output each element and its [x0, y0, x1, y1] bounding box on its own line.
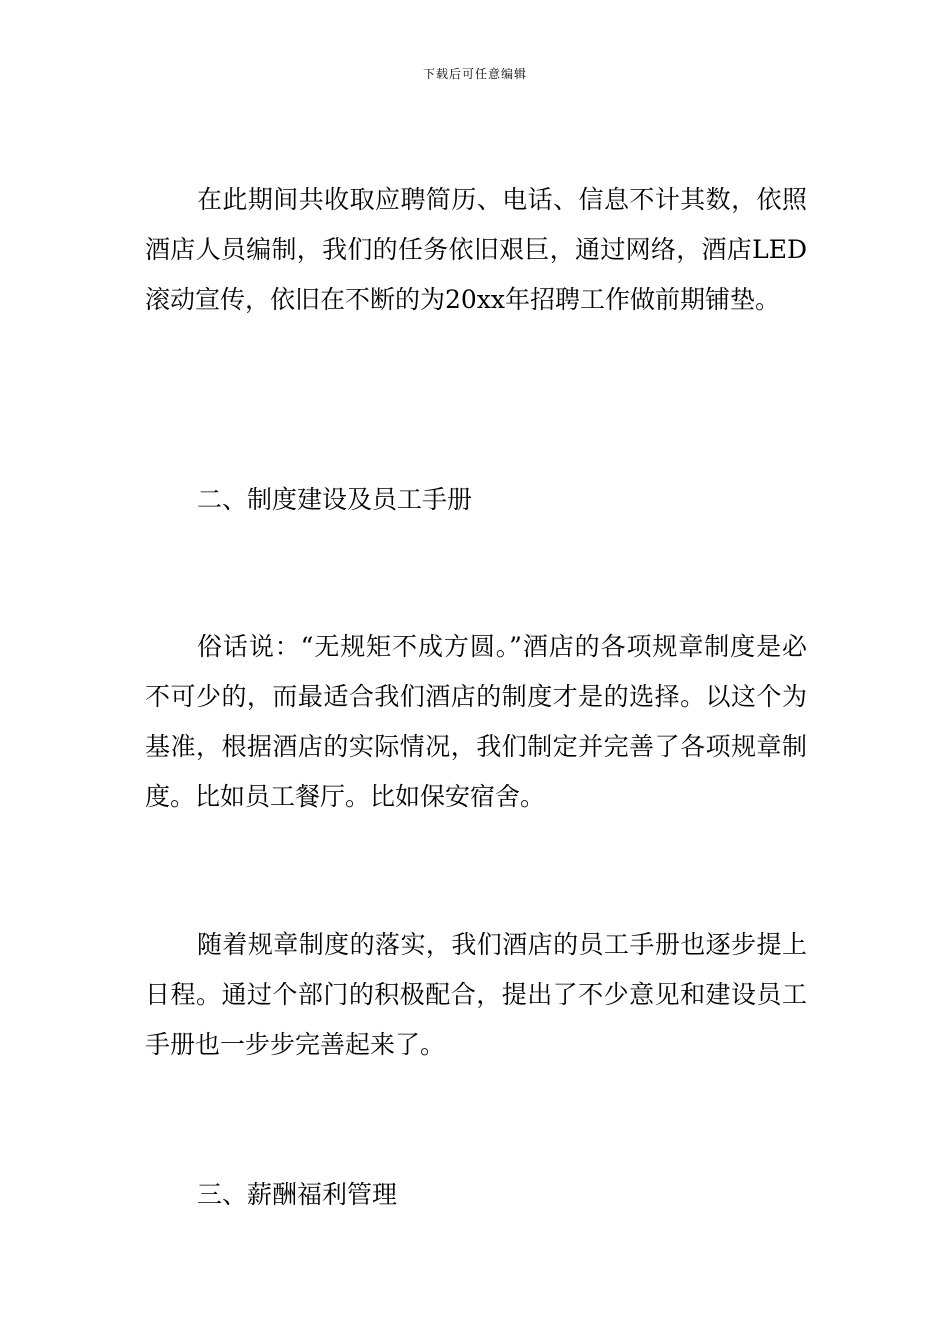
section-heading-system-construction: 二、制度建设及员工手册	[197, 485, 473, 514]
section-heading-compensation: 三、薪酬福利管理	[197, 1180, 398, 1209]
paragraph-rules: 俗话说：“无规矩不成方圆。”酒店的各项规章制度是必不可少的，而最适合我们酒店的制度才是的选择。以这个为基准，根据酒店的实际情况，我们制定并完善了各项规章制度。比如员工餐厅。比如保安宿舍。	[145, 632, 807, 811]
paragraph-employee-handbook: 随着规章制度的落实，我们酒店的员工手册也逐步提上日程。通过个部门的积极配合，提出了不少意见和建设员工手册也一步步完善起来了。	[145, 930, 807, 1059]
page-header: 下载后可任意编辑	[422, 67, 527, 81]
paragraph-recruitment: 在此期间共收取应聘简历、电话、信息不计其数，依照酒店人员编制，我们的任务依旧艰巨，通过网络，酒店LED滚动宣传，依旧在不断的为20xx年招聘工作做前期铺垫。	[145, 185, 807, 314]
